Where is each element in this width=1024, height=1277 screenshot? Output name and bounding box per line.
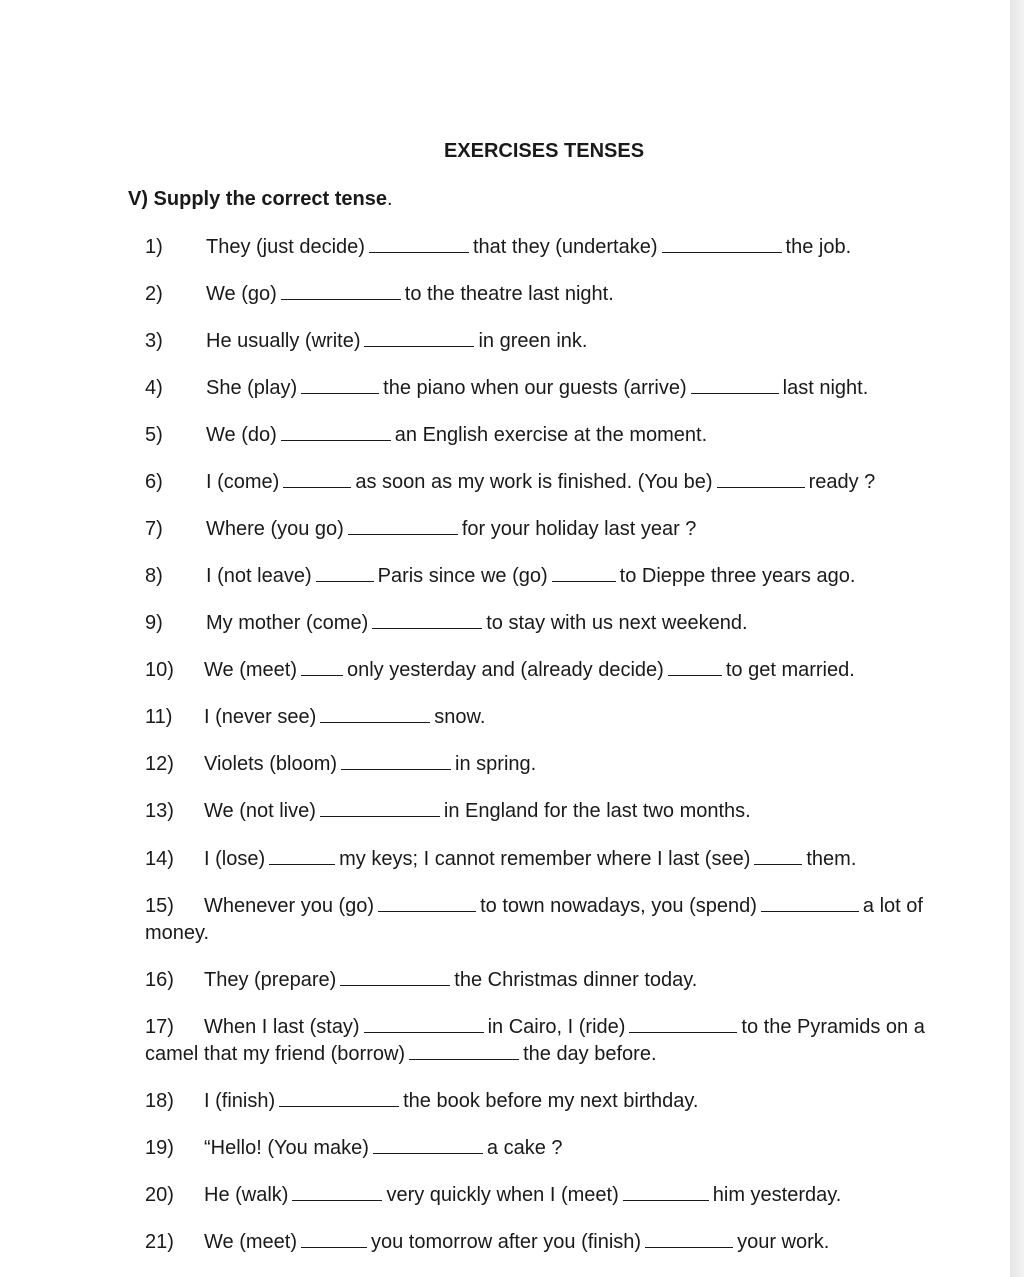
- exercise-text: We (meet): [204, 659, 297, 681]
- exercise-text: a lot of: [862, 895, 923, 917]
- answer-blank[interactable]: [341, 752, 451, 770]
- exercise-text: your work.: [737, 1231, 830, 1253]
- exercise-text: the book before my next birthday.: [403, 1090, 699, 1112]
- exercise-text: very quickly when I (meet): [386, 1184, 619, 1206]
- answer-blank[interactable]: [320, 799, 440, 817]
- exercise-item: [145, 1014, 965, 1068]
- answer-blank[interactable]: [378, 894, 476, 912]
- answer-blank[interactable]: [372, 611, 482, 629]
- exercise-item: [145, 422, 965, 449]
- exercise-number: 19): [145, 1137, 174, 1159]
- exercise-text: in spring.: [455, 753, 537, 775]
- exercise-text: in Cairo, I (ride): [487, 1016, 626, 1038]
- exercise-text: the job.: [785, 236, 852, 258]
- exercise-item: [145, 704, 965, 731]
- exercise-number: 6): [145, 471, 163, 493]
- page-title: EXERCISES TENSES: [443, 140, 645, 162]
- exercise-text: my keys; I cannot remember where I last (see): [339, 848, 751, 870]
- exercise-text: I (come): [206, 471, 280, 493]
- exercise-number: 13): [145, 800, 174, 822]
- exercise-number: 5): [145, 424, 163, 446]
- answer-blank[interactable]: [754, 847, 802, 865]
- exercise-item: [145, 1229, 965, 1256]
- instruction-label: V) Supply the correct tense: [128, 188, 387, 210]
- answer-blank[interactable]: [364, 329, 474, 347]
- answer-blank[interactable]: [373, 1136, 483, 1154]
- answer-blank[interactable]: [279, 1089, 399, 1107]
- exercise-item: [145, 1182, 965, 1209]
- answer-blank[interactable]: [629, 1015, 737, 1033]
- page-edge-shadow: [1010, 0, 1024, 1277]
- exercise-item: [145, 234, 965, 261]
- answer-blank[interactable]: [281, 282, 401, 300]
- exercise-item: [145, 751, 965, 778]
- exercise-number: 11): [145, 706, 173, 728]
- exercise-text: in green ink.: [478, 330, 588, 352]
- answer-blank[interactable]: [340, 968, 450, 986]
- exercise-text: They (just decide): [206, 236, 365, 258]
- exercise-text: We (do): [206, 424, 277, 446]
- exercise-number: 14): [145, 848, 174, 870]
- exercise-text: We (go): [206, 283, 277, 305]
- exercise-number: 15): [145, 895, 174, 917]
- exercise-text: an English exercise at the moment.: [394, 424, 708, 446]
- exercise-text: to the Pyramids on a: [741, 1016, 925, 1038]
- answer-blank[interactable]: [668, 658, 722, 676]
- exercise-text: to the theatre last night.: [404, 283, 614, 305]
- exercise-text: only yesterday and (already decide): [346, 659, 664, 681]
- exercise-text: to get married.: [725, 659, 855, 681]
- instruction: [128, 188, 393, 211]
- exercise-text: Where (you go): [206, 518, 344, 540]
- exercise-text: He (walk): [204, 1184, 289, 1206]
- answer-blank[interactable]: [645, 1230, 733, 1248]
- exercise-text: in England for the last two months.: [443, 800, 751, 822]
- exercise-item: [145, 967, 965, 994]
- exercise-item: [145, 516, 965, 543]
- exercise-number: 9): [145, 612, 163, 634]
- answer-blank[interactable]: [761, 894, 859, 912]
- answer-blank[interactable]: [691, 376, 779, 394]
- exercise-text: a cake ?: [486, 1137, 563, 1159]
- instruction-end: .: [386, 188, 393, 210]
- exercise-item: [145, 657, 965, 684]
- exercise-text: “Hello! (You make): [204, 1137, 369, 1159]
- exercise-text: you tomorrow after you (finish): [370, 1231, 642, 1253]
- exercise-text: I (not leave): [206, 565, 312, 587]
- exercise-text: She (play): [206, 377, 298, 399]
- exercise-item: [145, 798, 965, 825]
- answer-blank[interactable]: [320, 705, 430, 723]
- exercise-item: [145, 1088, 965, 1115]
- exercise-item: [145, 610, 965, 637]
- exercise-text: He usually (write): [206, 330, 361, 352]
- exercise-number: 20): [145, 1184, 174, 1206]
- answer-blank[interactable]: [409, 1042, 519, 1060]
- exercise-item: [145, 893, 965, 947]
- exercise-text: the day before.: [523, 1043, 657, 1065]
- answer-blank[interactable]: [316, 564, 374, 582]
- exercise-item: [145, 1135, 965, 1162]
- exercise-text: Paris since we (go): [377, 565, 548, 587]
- answer-blank[interactable]: [717, 470, 805, 488]
- exercise-text: They (prepare): [204, 969, 337, 991]
- exercise-text: to town nowadays, you (spend): [480, 895, 757, 917]
- answer-blank[interactable]: [283, 470, 351, 488]
- exercise-number: 21): [145, 1231, 174, 1253]
- exercise-text: to Dieppe three years ago.: [619, 565, 856, 587]
- exercise-text: Violets (bloom): [204, 753, 338, 775]
- exercise-number: 12): [145, 753, 174, 775]
- exercise-text: Whenever you (go): [204, 895, 375, 917]
- exercise-text: We (not live): [204, 800, 316, 822]
- exercise-text: camel that my friend (borrow): [145, 1043, 406, 1065]
- exercise-text: snow.: [434, 706, 486, 728]
- answer-blank[interactable]: [301, 658, 343, 676]
- exercise-text: for your holiday last year ?: [461, 518, 697, 540]
- exercise-number: 3): [145, 330, 163, 352]
- exercise-text: the Christmas dinner today.: [454, 969, 698, 991]
- answer-blank[interactable]: [292, 1183, 382, 1201]
- exercise-text: When I last (stay): [204, 1016, 360, 1038]
- exercise-number: 10): [145, 659, 174, 681]
- answer-blank[interactable]: [552, 564, 616, 582]
- answer-blank[interactable]: [364, 1015, 484, 1033]
- exercise-item: [145, 375, 965, 402]
- exercise-item: [145, 281, 965, 308]
- exercise-item: [145, 846, 965, 873]
- exercise-text: ready ?: [808, 471, 876, 493]
- exercise-item: [145, 328, 965, 355]
- exercise-number: 1): [145, 236, 163, 258]
- answer-blank[interactable]: [369, 235, 469, 253]
- exercise-number: 7): [145, 518, 163, 540]
- answer-blank[interactable]: [662, 235, 782, 253]
- exercise-text: that they (undertake): [472, 236, 658, 258]
- exercise-number: 17): [145, 1016, 174, 1038]
- answer-blank[interactable]: [348, 517, 458, 535]
- exercise-text: them.: [806, 848, 857, 870]
- answer-blank[interactable]: [623, 1183, 709, 1201]
- exercise-text: as soon as my work is finished. (You be): [355, 471, 713, 493]
- answer-blank[interactable]: [281, 423, 391, 441]
- answer-blank[interactable]: [301, 376, 379, 394]
- exercise-text: I (finish): [204, 1090, 276, 1112]
- exercise-item: [145, 469, 965, 496]
- exercise-number: 8): [145, 565, 163, 587]
- exercise-number: 4): [145, 377, 163, 399]
- exercise-text: to stay with us next weekend.: [486, 612, 748, 634]
- exercise-text: money.: [145, 922, 210, 944]
- exercise-number: 18): [145, 1090, 174, 1112]
- exercise-number: 2): [145, 283, 163, 305]
- answer-blank[interactable]: [269, 847, 335, 865]
- exercise-item: [145, 563, 965, 590]
- exercise-number: 16): [145, 969, 174, 991]
- exercise-text: the piano when our guests (arrive): [383, 377, 687, 399]
- exercise-text: I (lose): [204, 848, 266, 870]
- exercise-text: him yesterday.: [712, 1184, 842, 1206]
- exercise-text: last night.: [782, 377, 869, 399]
- exercise-text: I (never see): [204, 706, 317, 728]
- answer-blank[interactable]: [301, 1230, 367, 1248]
- exercise-text: My mother (come): [206, 612, 369, 634]
- exercise-text: We (meet): [204, 1231, 297, 1253]
